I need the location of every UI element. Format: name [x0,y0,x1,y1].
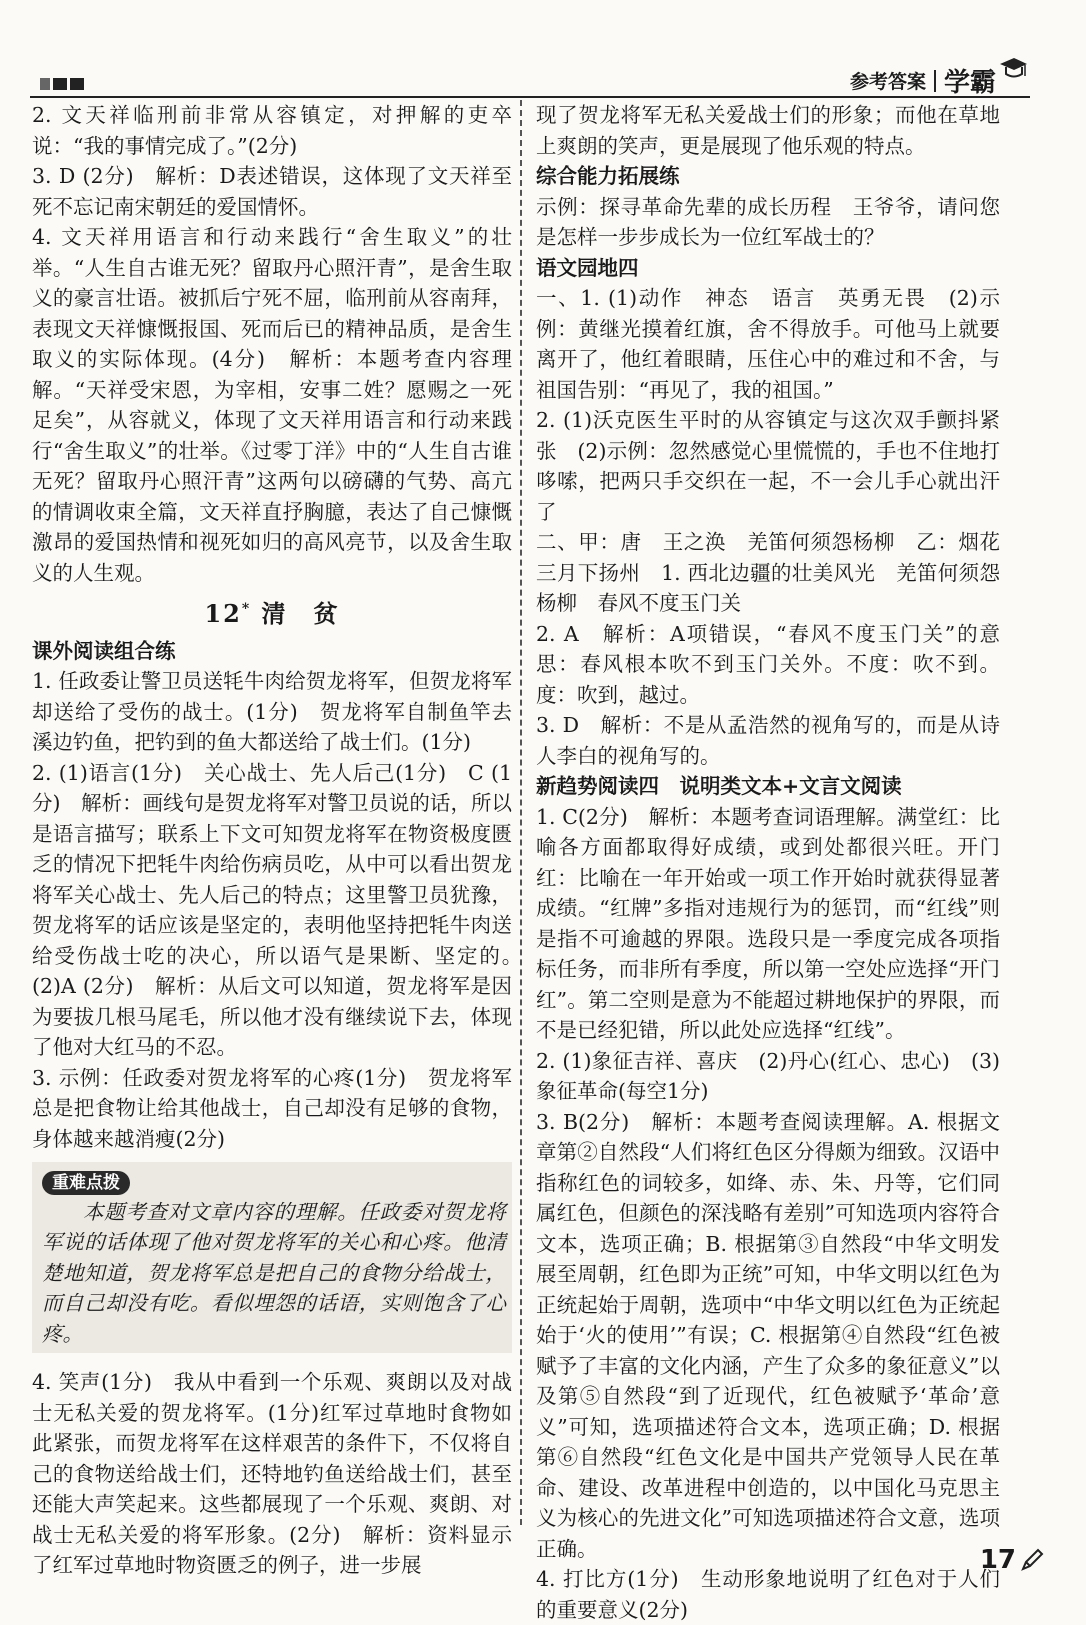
right-column [536,100,1000,1625]
page-number: 17 [979,1545,1016,1575]
answer-paragraph: 2. (1)语言(1分) 关心战士、先人后己(1分) C (1分) 解析：画线句是贺龙将军对警卫员说的话，所以是语言描写；联系上下文可知贺龙将军在物资极度匮乏的情况下把牦牛肉给伤病员吃，从中可以看出贺龙将军关心战士、先人后己的特点；这里警卫员犹豫，贺龙将军的话应该是坚定的，表明他坚持把牦牛肉送给受伤战士吃的决心，所以语气是果断、坚定的。 (2)A (2分) 解析：从后文可以知道，贺龙将军是因为要拔几根马尾毛，所以他才没有继续说下去，体现了他对大红马的不忍。 [32,760,533,1059]
answer-paragraph: 1. C(2分) 解析：本题考查词语理解。满堂红：比喻各方面都取得好成绩，或到处都很兴旺。开门红：比喻在一年开始或一项工作开始时就获得显著成绩。“红牌”多指对违规行为的惩罚，而“红线”则是指不可逾越的界限。选段只是一季度完成各项指标任务，而非所有季度，所以第一空处应选择“开门红”。第二空则是意为不能超过耕地保护的界限，而不是已经犯错，所以此处应选择“红线”。 [536,804,1000,1042]
header-label: 参考答案 [849,71,926,93]
answer-paragraph: 4. 打比方(1分) 生动形象地说明了红色对于人们的重要意义(2分) [536,1567,1000,1622]
answer-paragraph: 4. 笑声(1分) 我从中看到一个乐观、爽朗以及对战士无私关爱的贺龙将军。(1分)红军过草地时食物如此紧张，而贺龙将军在这样艰苦的条件下，不仅将自己的食物送给战士们，还特地钓鱼送给战士们，甚至还能大声笑起来。这些都展现了一个乐观、爽朗、对战士无私关爱的将军形象。(2分) 解析：资料显示了红军过草地时物资匮乏的例子，进一步展 [32,1370,512,1577]
answer-paragraph: 3. D (2分) 解析：D表述错误，这体现了文天祥至死不忘记南宋朝廷的爱国情怀。 [32,164,512,219]
answer-paragraph: 一、1. (1)动作 神态 语言 英勇无畏 (2)示例：黄继光摸着红旗，舍不得放手。可他马上就要离开了，他红着眼睛，压住心中的难过和不舍，与祖国告别：“再见了，我的祖国。” [536,286,1000,402]
answer-paragraph: 二、甲：唐 王之涣 羌笛何须怨杨柳 乙：烟花三月下扬州 1. 西北边疆的壮美风光 羌笛何须怨杨柳 春风不度玉门关 [536,530,1000,615]
answer-paragraph: 3. D 解析：不是从孟浩然的视角写的，而是从诗人李白的视角写的。 [536,713,1000,768]
left-column [32,100,533,1581]
header-separator [934,70,936,92]
unit-title: 语文园地四 [536,255,639,280]
pen-icon [1020,1548,1044,1572]
answer-paragraph: 示例：探寻革命先辈的成长历程 王爷爷，请问您是怎样一步步成长为一位红军战士的？ [536,194,1000,249]
answer-paragraph: 2. 文天祥临刑前非常从容镇定，对押解的吏卒说：“我的事情完成了。”(2分) [32,103,512,158]
header-brand: 学霸 [943,68,996,98]
answer-paragraph: 3. 示例：任政委对贺龙将军的心疼(1分) 贺龙将军总是把食物让给其他战士，自己却没有足够的食物，身体越来越消瘦(2分) [32,1065,512,1151]
tip-badge: 重难点拨 [42,1171,130,1195]
section-heading: 综合能力拓展练 [536,164,680,188]
header [850,62,996,99]
graduation-cap-icon [998,54,1028,84]
answer-paragraph: 1. 任政委让警卫员送牦牛肉给贺龙将军，但贺龙将军却送给了受伤的战士。(1分) 贺龙将军自制鱼竿去溪边钓鱼，把钓到的鱼大都送给了战士们。(1分) [32,669,512,754]
lesson-title [32,594,512,630]
answer-paragraph: 2. A 解析：A项错误，“春风不度玉门关”的意思：春风根本吹不到玉门关外。不度：吹不到。度：吹到，越过。 [536,621,1000,707]
answer-paragraph: 3. B(2分) 解析：本题考查阅读理解。A. 根据文章第②自然段“人们将红色区分得颇为细致。汉语中指称红色的词较多，如绛、赤、朱、丹等，它们同属红色，但颜色的深浅略有差别”可知选项内容符合文本，选项正确；B. 根据第③自然段“中华文明发展至周朝，红色即为正统”可知，中华文明以红色为正统起始于周朝，选项中“中华文明以红色为正统起始于‘火的使用’”有误；C. 根据第④自然段“红色被赋予了丰富的文化内涵，产生了众多的象征意义”以及第⑤自然段“到了近现代，红色被赋予‘革命’意义”可知，选项描述符合文本，选项正确；D. 根据第⑥自然段“红色文化是中国共产党领导人民在革命、建设、改革进程中创造的，以中国化马克思主义为核心的先进文化”可知选项描述符合文意，选项正确。 [536,1109,1000,1561]
lesson-name: 清 贫 [261,599,340,628]
column-divider [520,100,522,1525]
tip-text: 本题考查对文章内容的理解。任政委对贺龙将军说的话体现了他对贺龙将军的关心和心疼。他清楚地知道，贺龙将军总是把自己的食物分给战士，而自己却没有吃。看似埋怨的话语，实则饱含了心疼。 [42,1199,506,1346]
answer-paragraph: 2. (1)沃克医生平时的从容镇定与这次双手颤抖紧张 (2)示例：忽然感觉心里慌慌的，手也不住地打哆嗦，把两只手交织在一起，不一会儿手心就出汗了 [536,408,1000,524]
unit-title: 新趋势阅读四 说明类文本+文言文阅读 [536,774,902,798]
lesson-number: 12 [204,599,242,628]
lesson-star: * [241,601,252,617]
answer-paragraph: 现了贺龙将军无私关爱战士们的形象；而他在草地上爽朗的笑声，更是展现了他乐观的特点。 [536,103,1000,158]
section-heading: 课外阅读组合练 [32,638,176,663]
answer-paragraph: 2. (1)象征吉祥、喜庆 (2)丹心(红心、忠心) (3)象征革命(每空1分) [536,1048,1000,1103]
corner-marks [40,78,84,90]
answer-paragraph: 4. 文天祥用语言和行动来践行“舍生取义”的壮举。“人生自古谁无死？留取丹心照汗青”，是舍生取义的豪言壮语。被抓后宁死不屈，临刑前从容南拜，表现文天祥慷慨报国、死而后已的精神品质，是舍生取义的实际体现。(4分) 解析：本题考查内容理解。“天祥受宋恩，为宰相，安事二姓？愿赐之一死足矣”，从容就义，体现了文天祥用语言和行动来践行“舍生取义”的壮举。《过零丁洋》中的“人生自古谁无死？留取丹心照汗青”这两句以磅礴的气势、高亢的情调收束全篇，文天祥直抒胸臆，表达了自己慷慨激昂的爱国热情和视死如归的高风亮节，以及舍生取义的人生观。 [32,225,512,585]
tip-box [32,1162,512,1353]
